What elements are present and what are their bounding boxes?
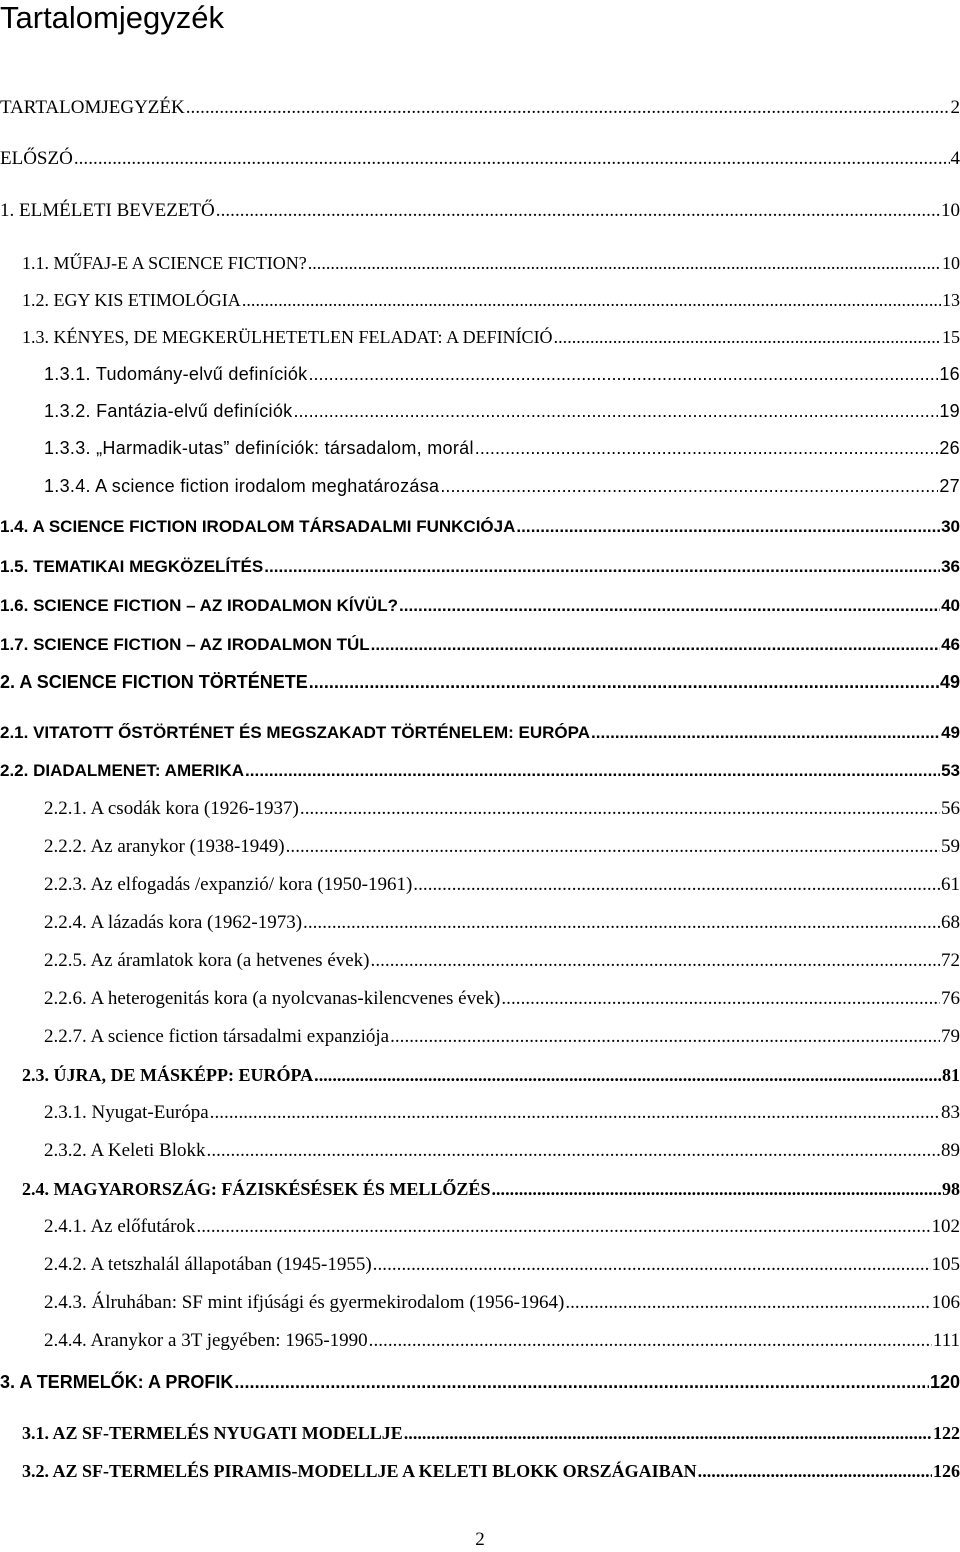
toc-entry[interactable] (0, 1370, 960, 1394)
toc-entry-number: 1.3. (22, 327, 54, 347)
toc-entry-title (44, 911, 302, 935)
toc-entry-text: A tetszhalál állapotában (1945-1955) (90, 1254, 371, 1275)
toc-entry[interactable] (44, 1291, 960, 1315)
toc-entry-number: 1.3.2. (44, 401, 96, 421)
toc-entry-title (0, 594, 398, 618)
toc-entry[interactable] (0, 199, 960, 223)
page-number: 2 (0, 1528, 960, 1552)
toc-entry-text: TARTALOMJEGYZÉK (0, 97, 185, 118)
toc-entry-title (0, 759, 244, 783)
toc-entry[interactable] (44, 1101, 960, 1125)
toc-entry-page: 10 (942, 251, 960, 275)
toc-entry-text: A science fiction társadalmi expanziója (90, 1026, 389, 1047)
toc-entry-title (44, 1139, 206, 1163)
toc-entry-title (44, 399, 292, 423)
toc-entry-page: 49 (940, 670, 960, 694)
toc-entry-title (44, 1253, 372, 1277)
toc-entry-text: A csodák kora (1926-1937) (90, 798, 298, 819)
toc-entry-number: 1.3.3. (44, 438, 96, 458)
toc-entry-number: 2.4.3. (44, 1292, 92, 1313)
dot-leader (371, 633, 940, 657)
toc-entry-title (22, 1459, 697, 1483)
toc-entry-page: 27 (939, 474, 960, 498)
toc-entry-number: 1.5. (0, 557, 33, 576)
toc-entry[interactable] (44, 436, 960, 460)
toc-entry[interactable] (22, 325, 960, 349)
toc-entry-number: 1. (0, 200, 19, 221)
toc-entry[interactable] (22, 1177, 960, 1201)
toc-entry-number: 2.2.1. (44, 798, 90, 819)
toc-entry-page: 30 (941, 515, 960, 539)
toc-entry-page: 72 (941, 949, 960, 973)
toc-entry[interactable] (0, 759, 960, 783)
toc-entry[interactable] (0, 594, 960, 618)
dot-leader (207, 1139, 940, 1163)
toc-entry-page: 13 (942, 288, 960, 312)
dot-leader (286, 835, 940, 859)
page-title: Tartalomjegyzék (0, 0, 224, 36)
toc-entry-title (0, 721, 590, 745)
toc-entry[interactable] (44, 835, 960, 859)
toc-entry-number: 2.3.1. (44, 1102, 92, 1123)
toc-entry-title (44, 474, 439, 498)
toc-entry-page: 40 (941, 594, 960, 618)
toc-entry-page: 98 (942, 1177, 960, 1201)
toc-entry-page: 79 (941, 1025, 960, 1049)
toc-entry-text: Álruhában: SF mint ifjúsági és gyermekirodalom (1956-1964) (92, 1292, 565, 1313)
dot-leader (303, 911, 940, 935)
toc-entry[interactable] (0, 147, 960, 171)
toc-entry-text: Tudomány-elvű definíciók (96, 364, 308, 384)
toc-entry-number: 3.2. (22, 1461, 53, 1481)
dot-leader (373, 1253, 931, 1277)
dot-leader (371, 949, 940, 973)
toc-entry-number: 1.4. (0, 517, 32, 536)
toc-entry-text: MAGYARORSZÁG: FÁZISKÉSÉSEK ÉS MELLŐZÉS (54, 1179, 491, 1199)
toc-entry-number: 2.1. (0, 723, 33, 742)
toc-entry-number: 2.2.7. (44, 1026, 90, 1047)
toc-entry-text: VITATOTT ŐSTÖRTÉNET ÉS MEGSZAKADT TÖRTÉNELEM: EURÓPA (33, 723, 590, 742)
toc-entry-title (22, 251, 307, 275)
dot-leader (242, 288, 941, 312)
toc-entry-number: 2.2.2. (44, 836, 90, 857)
toc-entry[interactable] (44, 1329, 960, 1353)
toc-entry-title (0, 670, 308, 694)
toc-entry-title (22, 325, 553, 349)
dot-leader (74, 147, 950, 171)
toc-entry[interactable] (44, 1253, 960, 1277)
toc-entry-text: Aranykor a 3T jegyében: 1965-1990 (90, 1330, 367, 1351)
toc-entry-title (44, 797, 299, 821)
toc-entry-page: 76 (941, 987, 960, 1011)
toc-entry-number: 1.7. (0, 635, 33, 654)
toc-entry-text: ÚJRA, DE MÁSKÉPP: EURÓPA (54, 1065, 314, 1085)
toc-entry-title (44, 1025, 389, 1049)
toc-entry-page: 26 (939, 436, 960, 460)
toc-entry-title (44, 1101, 209, 1125)
toc-entry-number: 1.2. (22, 290, 54, 310)
toc-entry-number: 2.4.4. (44, 1330, 90, 1351)
toc-entry-number: 3. (0, 1372, 19, 1392)
toc-entry-number: 2.4.1. (44, 1216, 90, 1237)
toc-entry-page: 68 (941, 911, 960, 935)
toc-entry-number: 2.3.2. (44, 1140, 90, 1161)
dot-leader (234, 1370, 929, 1394)
dot-leader (264, 555, 940, 579)
toc-entry-text: EGY KIS ETIMOLÓGIA (54, 290, 241, 310)
toc-entry-text: A Keleti Blokk (90, 1140, 205, 1161)
toc-entry-title (44, 436, 474, 460)
toc-entry-text: A science fiction irodalom meghatározása (95, 476, 439, 496)
toc-entry-page: 49 (941, 721, 960, 745)
toc-entry-number: 1.3.1. (44, 364, 96, 384)
toc-entry-title (44, 835, 285, 859)
toc-entry-page: 4 (951, 147, 960, 171)
toc-entry-page: 16 (939, 362, 960, 386)
toc-entry-page: 81 (942, 1063, 960, 1087)
toc-entry[interactable] (44, 873, 960, 897)
toc-entry-title (22, 1177, 490, 1201)
toc-entry-page: 89 (941, 1139, 960, 1163)
toc-entry-number: 1.3.4. (44, 476, 95, 496)
dot-leader (565, 1291, 930, 1315)
toc-entry-title (0, 1370, 233, 1394)
dot-leader (413, 873, 940, 897)
toc-entry-number: 2.2.4. (44, 912, 90, 933)
dot-leader (399, 594, 940, 618)
dot-leader (516, 515, 940, 539)
toc-entry-page: 102 (932, 1215, 960, 1239)
toc-entry-page: 105 (932, 1253, 960, 1277)
toc-entry-page: 53 (941, 759, 960, 783)
dot-leader (554, 325, 941, 349)
toc-entry[interactable] (22, 288, 960, 312)
toc-entry-number: 2.2.6. (44, 988, 90, 1009)
toc-entry[interactable] (44, 797, 960, 821)
toc-entry[interactable] (0, 670, 960, 694)
dot-leader (491, 1177, 941, 1201)
toc-entry-title (44, 1215, 195, 1239)
toc-entry-text: SCIENCE FICTION – AZ IRODALMON TÚL (33, 635, 370, 654)
toc-entry-title (0, 633, 370, 657)
dot-leader (245, 759, 940, 783)
dot-leader (404, 1421, 932, 1445)
toc-entry-title (44, 1291, 564, 1315)
toc-entry-text: AZ SF-TERMELÉS PIRAMIS-MODELLJE A KELETI BLOKK ORSZÁGAIBAN (53, 1461, 697, 1481)
toc-entry-text: ELMÉLETI BEVEZETŐ (19, 200, 215, 221)
toc-entry[interactable] (44, 362, 960, 386)
toc-entry-number: 3.1. (22, 1423, 53, 1443)
dot-leader (308, 251, 941, 275)
toc-entry-page: 56 (941, 797, 960, 821)
toc-entry-page: 106 (932, 1291, 960, 1315)
toc-entry-title (22, 288, 241, 312)
toc-entry[interactable] (44, 1139, 960, 1163)
toc-entry-number: 1.6. (0, 596, 33, 615)
toc-entry-number: 2.3. (22, 1065, 54, 1085)
toc-entry-title (44, 987, 500, 1011)
toc-entry-text: Az előfutárok (90, 1216, 195, 1237)
dot-leader (186, 96, 950, 120)
toc-entry-text: Az elfogadás /expanzió/ kora (1950-1961) (90, 874, 412, 895)
dot-leader (216, 199, 940, 223)
dot-leader (314, 1063, 941, 1087)
toc-entry-number: 2.2.3. (44, 874, 90, 895)
toc-entry-page: 122 (933, 1421, 960, 1445)
toc-entry[interactable] (22, 1459, 960, 1483)
dot-leader (390, 1025, 940, 1049)
toc-entry-title (44, 362, 307, 386)
toc-entry-page: 111 (933, 1329, 960, 1353)
dot-leader (369, 1329, 932, 1353)
toc-entry-number: 2. (0, 672, 19, 692)
toc-entry[interactable] (22, 1063, 960, 1087)
toc-entry-text: Az áramlatok kora (a hetvenes évek) (90, 950, 369, 971)
toc-entry[interactable] (44, 987, 960, 1011)
toc-entry-page: 10 (941, 199, 960, 223)
toc-entry-text: Nyugat-Európa (92, 1102, 209, 1123)
dot-leader (300, 797, 940, 821)
toc-entry-title (44, 949, 370, 973)
toc-entry-text: Fantázia-elvű definíciók (96, 401, 292, 421)
toc-entry[interactable] (44, 1025, 960, 1049)
toc-entry-page: 2 (951, 96, 960, 120)
dot-leader (698, 1459, 932, 1483)
toc-entry-title (44, 1329, 368, 1353)
dot-leader (293, 399, 938, 423)
toc-entry[interactable] (44, 911, 960, 935)
toc-entry-page: 36 (941, 555, 960, 579)
toc-entry-text: A TERMELŐK: A PROFIK (19, 1372, 233, 1392)
dot-leader (475, 436, 939, 460)
toc-entry-text: AZ SF-TERMELÉS NYUGATI MODELLJE (53, 1423, 403, 1443)
toc-entry-number: 2.2.5. (44, 950, 90, 971)
dot-leader (308, 362, 938, 386)
toc-entry-title (0, 147, 73, 171)
toc-entry-title (0, 555, 263, 579)
dot-leader (309, 670, 939, 694)
toc-entry[interactable] (22, 1421, 960, 1445)
toc-entry-text: A lázadás kora (1962-1973) (90, 912, 302, 933)
toc-entry[interactable] (44, 949, 960, 973)
toc-entry[interactable] (0, 555, 960, 579)
toc-entry-title (22, 1421, 403, 1445)
toc-entry-number: 1.1. (22, 253, 54, 273)
toc-entry-text: SCIENCE FICTION – AZ IRODALMON KÍVÜL? (33, 596, 398, 615)
toc-entry[interactable] (44, 399, 960, 423)
dot-leader (501, 987, 940, 1011)
toc-entry-text: KÉNYES, DE MEGKERÜLHETETLEN FELADAT: A DEFINÍCIÓ (54, 327, 553, 347)
toc-entry[interactable] (0, 96, 960, 120)
toc-entry-text: MŰFAJ-E A SCIENCE FICTION? (54, 253, 307, 273)
toc-entry-page: 59 (941, 835, 960, 859)
toc-entry-number: 2.4. (22, 1179, 54, 1199)
toc-entry-page: 83 (941, 1101, 960, 1125)
toc-entry-page: 19 (939, 399, 960, 423)
toc-entry-text: DIADALMENET: AMERIKA (33, 761, 244, 780)
toc-entry-text: TEMATIKAI MEGKÖZELÍTÉS (33, 557, 263, 576)
toc-entry-page: 61 (941, 873, 960, 897)
dot-leader (440, 474, 938, 498)
toc-entry[interactable] (0, 515, 960, 539)
toc-entry-title (44, 873, 412, 897)
toc-entry-number: 2.2. (0, 761, 33, 780)
toc-entry-title (0, 515, 515, 539)
toc-entry-text: A SCIENCE FICTION IRODALOM TÁRSADALMI FUNKCIÓJA (32, 517, 515, 536)
toc-entry-page: 15 (942, 325, 960, 349)
toc-entry-page: 46 (941, 633, 960, 657)
dot-leader (591, 721, 940, 745)
toc-entry-text: A heterogenitás kora (a nyolcvanas-kilencvenes évek) (90, 988, 500, 1009)
toc-entry-title (0, 199, 215, 223)
toc-entry-title (0, 96, 185, 120)
toc-entry-text: Az aranykor (1938-1949) (90, 836, 284, 857)
toc-entry-title (22, 1063, 313, 1087)
toc-entry[interactable] (22, 251, 960, 275)
toc-entry[interactable] (0, 721, 960, 745)
toc-entry-page: 126 (933, 1459, 960, 1483)
toc-entry-page: 120 (930, 1370, 960, 1394)
toc-entry[interactable] (0, 633, 960, 657)
toc-entry-number: 2.4.2. (44, 1254, 90, 1275)
toc-entry[interactable] (44, 474, 960, 498)
toc-entry-text: A SCIENCE FICTION TÖRTÉNETE (19, 672, 307, 692)
dot-leader (196, 1215, 930, 1239)
dot-leader (210, 1101, 940, 1125)
toc-entry-text: „Harmadik-utas” definíciók: társadalom, morál (96, 438, 474, 458)
toc-entry-text: ELŐSZÓ (0, 148, 73, 169)
toc-entry[interactable] (44, 1215, 960, 1239)
